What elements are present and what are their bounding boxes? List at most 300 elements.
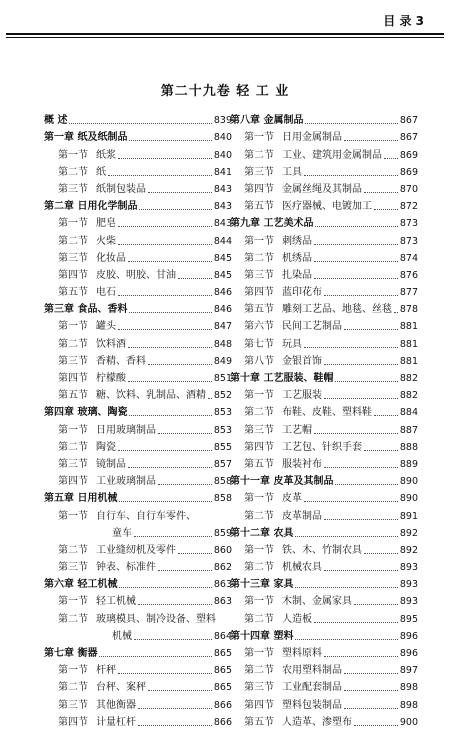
page-number: 863 [213, 596, 232, 608]
toc-entry-label [230, 406, 372, 419]
volume-title: 第二十九卷 轻 工 业 [160, 84, 290, 99]
toc-entry-label: 第七章 衡器 [44, 648, 98, 659]
page-number: 893 [399, 596, 418, 608]
toc-left-column [44, 110, 232, 729]
page-number: 843 [213, 201, 232, 213]
toc-section-entry [230, 179, 418, 196]
page-number: 867 [399, 132, 418, 144]
toc-entry-label [44, 424, 156, 437]
toc-entry-label: 第九章 工艺美术品 [230, 218, 314, 230]
page-number: 892 [399, 527, 418, 539]
dot-leader [118, 329, 212, 330]
toc-entry-label [230, 699, 342, 712]
toc-entry-label: 第八章 金属制品 [230, 115, 304, 127]
toc-entry-label [230, 561, 322, 574]
dot-leader [128, 467, 212, 468]
toc-section-entry [230, 402, 418, 419]
section-number: 第四节 [58, 716, 88, 728]
toc-entry-label: 概 述 [44, 115, 68, 127]
toc-entry-label: 第三章 食品、香料 [44, 304, 128, 316]
section-number: 第一节 [58, 321, 88, 333]
section-number: 第一节 [244, 493, 274, 505]
toc-section-entry [230, 316, 418, 333]
section-title: 日用金属制品 [282, 132, 342, 144]
page-number: 843 [213, 218, 232, 230]
section-number: 第三节 [58, 562, 88, 574]
toc-entry-label [44, 595, 136, 608]
dot-leader [344, 690, 398, 691]
section-title: 工艺包、针织手套 [282, 441, 362, 453]
toc-section-entry [44, 144, 232, 161]
toc-section-entry [44, 248, 232, 265]
section-number: 第四节 [244, 441, 274, 453]
toc-entry-label [44, 441, 116, 454]
toc-entry-label [230, 613, 312, 626]
section-number: 第五节 [58, 390, 88, 402]
toc-section-entry [44, 712, 232, 729]
toc-entry-label [230, 183, 362, 196]
section-number: 第四节 [58, 373, 88, 384]
section-number: 第五节 [244, 458, 274, 470]
toc-entry-label [44, 389, 206, 402]
toc-entry-label: 第十章 工艺服装、鞋帽 [230, 373, 334, 384]
dot-leader [148, 364, 212, 365]
page-number: 898 [399, 699, 418, 711]
section-title: 布鞋、皮鞋、塑料鞋 [282, 407, 372, 419]
section-number: 第一节 [244, 132, 274, 144]
dot-leader [295, 536, 397, 537]
toc-section-entry [44, 694, 232, 711]
toc-section-entry [44, 608, 232, 625]
section-title: 香精、香料 [96, 355, 146, 367]
toc-section-entry [230, 454, 418, 471]
toc-entry-label [44, 561, 156, 574]
toc-section-entry [230, 437, 418, 454]
toc-entry-label [44, 510, 196, 523]
dot-leader [384, 158, 398, 159]
page-number: 841 [213, 166, 232, 178]
toc-section-entry [230, 540, 418, 557]
section-number: 第三节 [58, 355, 88, 367]
page-number: 898 [399, 682, 418, 694]
toc-section-entry [44, 333, 232, 350]
toc-chapter-entry [44, 196, 232, 213]
toc-chapter-entry [44, 402, 232, 419]
toc-entry-label [44, 475, 156, 488]
section-title: 人造板 [282, 613, 312, 625]
section-number: 第五节 [244, 716, 274, 728]
dot-leader [354, 725, 398, 726]
toc-section-entry [230, 557, 418, 574]
section-number: 第三节 [244, 682, 274, 694]
page-number: 848 [213, 338, 232, 350]
dot-leader [295, 639, 397, 640]
section-title: 钟表、标准件 [96, 562, 156, 574]
section-title: 农用塑料制品 [282, 665, 342, 677]
dot-leader [364, 192, 398, 193]
page-number: 851 [213, 373, 232, 384]
toc-section-entry [44, 557, 232, 574]
dot-leader [158, 433, 212, 434]
toc-entry-label [230, 269, 312, 282]
toc-entry-label: 第五章 日用机械 [44, 493, 118, 505]
toc-entry-label: 第十二章 农具 [230, 527, 294, 539]
toc-section-entry [230, 162, 418, 179]
toc-section-entry [44, 179, 232, 196]
page-number: 870 [399, 183, 418, 195]
toc-entry-label [44, 252, 126, 265]
section-title: 轻工机械 [96, 596, 136, 608]
section-number: 第四节 [244, 183, 274, 195]
section-title: 皮革制品 [282, 510, 322, 522]
toc-entry-label [230, 647, 322, 660]
section-number: 第五节 [58, 287, 88, 299]
toc-section-entry [44, 523, 232, 540]
section-title: 机械农具 [282, 562, 322, 574]
dot-leader [394, 312, 398, 313]
toc-entry-label: 第十四章 塑料 [230, 630, 294, 642]
page-number: 893 [399, 579, 418, 591]
section-title: 金属丝绳及其制品 [282, 183, 362, 195]
dot-leader [324, 570, 398, 571]
dot-leader [208, 398, 212, 399]
dot-leader [138, 708, 212, 709]
dot-leader [118, 295, 212, 296]
dot-leader [344, 708, 398, 709]
dot-leader [128, 261, 212, 262]
dot-leader [324, 295, 398, 296]
toc-section-entry [230, 694, 418, 711]
page-number: 849 [213, 355, 232, 367]
dot-leader [364, 553, 398, 554]
dot-leader [128, 347, 212, 348]
toc-chapter-entry [44, 110, 232, 127]
page-number: 864 [213, 630, 232, 642]
toc-section-entry [230, 333, 418, 350]
toc-entry-label [44, 320, 116, 333]
toc-entry-label [44, 681, 146, 694]
section-title: 火柴 [96, 235, 116, 247]
toc-entry-label [44, 166, 106, 179]
toc-entry-label [44, 338, 126, 351]
toc-entry-label [230, 664, 342, 677]
page-number: 892 [399, 544, 418, 556]
toc-section-entry [44, 368, 232, 385]
section-number: 第一节 [244, 648, 274, 659]
toc-section-entry [230, 677, 418, 694]
toc-chapter-entry [230, 368, 418, 385]
section-number: 第二节 [244, 149, 274, 161]
section-title: 工业玻璃制品 [96, 476, 156, 488]
page-number: 840 [213, 149, 232, 161]
dot-leader [158, 570, 212, 571]
section-title: 工具 [282, 166, 302, 178]
page-number: 840 [213, 132, 232, 144]
toc-section-entry [230, 230, 418, 247]
page-number: 844 [213, 235, 232, 247]
dot-leader [304, 175, 398, 176]
page-number: 858 [213, 476, 232, 488]
section-number: 第一节 [244, 390, 274, 402]
page-number: 866 [213, 699, 232, 711]
toc-entry-label: 机械 [112, 630, 132, 642]
dot-leader [344, 329, 398, 330]
toc-section-entry [230, 144, 418, 161]
dot-leader [134, 536, 212, 537]
dot-leader [119, 587, 211, 588]
section-title: 玩具 [282, 338, 302, 350]
toc-entry-label: 第一章 纸及纸制品 [44, 132, 128, 144]
dot-leader [374, 209, 398, 210]
toc-chapter-entry [44, 574, 232, 591]
page-number: 869 [399, 149, 418, 161]
section-number: 第二节 [244, 252, 274, 264]
section-number: 第一节 [58, 149, 88, 161]
section-number: 第二节 [244, 562, 274, 574]
section-title: 服装衬布 [282, 458, 322, 470]
dot-leader [354, 604, 398, 605]
section-title: 罐头 [96, 321, 116, 333]
toc-chapter-entry [44, 299, 232, 316]
toc-chapter-entry [44, 127, 232, 144]
dot-leader [315, 226, 397, 227]
dot-leader [314, 244, 398, 245]
section-title: 刺绣品 [282, 235, 312, 247]
section-number: 第二节 [58, 166, 88, 178]
toc-entry-label [230, 166, 302, 179]
dot-leader [148, 690, 212, 691]
section-number: 第四节 [58, 269, 88, 281]
page-number: 873 [399, 218, 418, 230]
toc-section-entry [230, 351, 418, 368]
toc-section-entry [44, 454, 232, 471]
page-number: 878 [399, 304, 418, 316]
toc-entry-label [230, 338, 302, 351]
page-number: 881 [399, 321, 418, 333]
page-number: 855 [213, 441, 232, 453]
page-number: 895 [399, 613, 418, 625]
page-number: 884 [399, 407, 418, 419]
dot-leader [108, 175, 212, 176]
toc-entry-label [230, 303, 392, 316]
dot-leader [128, 381, 212, 382]
page-number: 852 [213, 390, 232, 402]
toc-chapter-entry [230, 523, 418, 540]
dot-leader [129, 140, 211, 141]
dot-leader [178, 553, 212, 554]
section-number: 第一节 [244, 544, 274, 556]
section-title: 工艺服装 [282, 390, 322, 402]
toc-entry-label [44, 716, 136, 729]
section-title: 日用玻璃制品 [96, 424, 156, 436]
toc-entry-label [44, 372, 126, 385]
toc-chapter-entry [44, 488, 232, 505]
toc-section-entry [44, 540, 232, 557]
section-number: 第一节 [244, 235, 274, 247]
section-title: 自行车、自行车零件、 [96, 510, 196, 522]
section-number: 第二节 [58, 338, 88, 350]
toc-section-entry [44, 626, 232, 643]
page-number: 882 [399, 390, 418, 402]
page-number: 900 [399, 716, 418, 728]
page-number: 867 [399, 115, 418, 127]
toc-entry-label [44, 235, 116, 248]
section-title: 电石 [96, 287, 116, 299]
toc-entry-label [230, 492, 302, 505]
page-number: 877 [399, 287, 418, 299]
dot-leader [335, 484, 397, 485]
toc-section-entry [230, 505, 418, 522]
dot-leader [118, 450, 212, 451]
dot-leader [129, 415, 211, 416]
toc-section-entry [230, 196, 418, 213]
toc-section-entry [44, 230, 232, 247]
toc-chapter-entry [44, 643, 232, 660]
section-title: 计量杠杆 [96, 716, 136, 728]
toc-entry-label [230, 252, 312, 265]
section-title: 镜制品 [96, 458, 126, 470]
dot-leader [295, 587, 397, 588]
section-title: 玻璃模具、制冷设备、塑料 [96, 613, 216, 625]
toc-entry-label [230, 595, 352, 608]
dot-leader [158, 484, 212, 485]
toc-section-entry [44, 162, 232, 179]
toc-section-entry [44, 385, 232, 402]
dot-leader [138, 604, 212, 605]
section-title: 工业配套制品 [282, 682, 342, 694]
page-header [0, 0, 450, 40]
toc-entry-label [230, 355, 322, 368]
dot-leader [304, 347, 398, 348]
toc-entry-label [230, 200, 372, 213]
toc-chapter-entry [230, 574, 418, 591]
dot-leader [335, 381, 397, 382]
toc-section-entry [230, 591, 418, 608]
section-number: 第六节 [244, 321, 274, 333]
page-number: 890 [399, 493, 418, 505]
page-number: 881 [399, 338, 418, 350]
section-number: 第三节 [244, 166, 274, 178]
section-number: 第四节 [244, 699, 274, 711]
toc-section-entry [230, 712, 418, 729]
section-title: 糖、饮料、乳制品、酒精 [96, 390, 206, 402]
toc-entry-label [44, 183, 146, 196]
page-number: 859 [213, 527, 232, 539]
page-number: 853 [213, 407, 232, 419]
section-number: 第一节 [58, 665, 88, 677]
section-title: 化妆品 [96, 252, 126, 264]
toc-section-entry [230, 127, 418, 144]
section-title: 木制、金属家具 [282, 596, 352, 608]
dot-leader [324, 364, 398, 365]
dot-leader [119, 501, 211, 502]
section-title: 杆秤 [96, 665, 116, 677]
page-number: 887 [399, 424, 418, 436]
toc-section-entry [230, 488, 418, 505]
page-number: 846 [213, 287, 232, 299]
dot-leader [314, 261, 398, 262]
section-title: 塑料包装制品 [282, 699, 342, 711]
section-title: 民间工艺制品 [282, 321, 342, 333]
section-number: 第三节 [244, 424, 274, 436]
toc-section-entry [44, 660, 232, 677]
toc-section-entry [230, 265, 418, 282]
section-number: 第二节 [244, 613, 274, 625]
toc-entry-label [44, 544, 176, 557]
page-number: 846 [213, 304, 232, 316]
page-number: 858 [213, 493, 232, 505]
toc-entry-label [44, 269, 176, 282]
section-number: 第八节 [244, 355, 274, 367]
toc-entry-label [44, 355, 146, 368]
section-title: 工业、建筑用金属制品 [282, 149, 382, 161]
toc-entry-label [230, 441, 362, 454]
toc-section-entry [230, 282, 418, 299]
toc-entry-label [230, 389, 322, 402]
page-number: 896 [399, 630, 418, 642]
section-title: 纸浆 [96, 149, 116, 161]
page-label: 目 录 3 [383, 14, 424, 28]
toc-section-entry [230, 643, 418, 660]
toc-entry-label [44, 286, 116, 299]
toc-entry-label [230, 458, 322, 471]
section-title: 人造革、渗塑布 [282, 716, 352, 728]
toc-entry-label [230, 681, 342, 694]
toc-section-entry [230, 660, 418, 677]
page-number: 896 [399, 648, 418, 659]
section-number: 第二节 [244, 407, 274, 419]
section-number: 第一节 [58, 424, 88, 436]
section-title: 皮革 [282, 493, 302, 505]
dot-leader [304, 501, 398, 502]
page-number: 891 [399, 510, 418, 522]
toc-section-entry [44, 505, 232, 522]
section-title: 陶瓷 [96, 441, 116, 453]
dot-leader [148, 192, 212, 193]
section-number: 第三节 [58, 699, 88, 711]
dot-leader [314, 433, 398, 434]
toc-entry-label [44, 664, 116, 677]
page-number: 869 [399, 166, 418, 178]
section-number: 第二节 [58, 613, 88, 625]
dot-leader [134, 639, 212, 640]
toc-section-entry [230, 385, 418, 402]
section-number: 第一节 [58, 510, 88, 522]
dot-leader [364, 450, 398, 451]
toc-entry-label [230, 320, 342, 333]
toc-entry-label [230, 149, 382, 162]
page-number: 857 [213, 458, 232, 470]
dot-leader [69, 123, 211, 124]
section-number: 第四节 [244, 287, 274, 299]
page-number: 874 [399, 252, 418, 264]
section-number: 第一节 [58, 596, 88, 608]
dot-leader [344, 673, 398, 674]
dot-leader [344, 140, 398, 141]
header-rule-thin [6, 37, 444, 38]
toc-entry-label [230, 544, 362, 557]
section-title: 医疗器械、电镀加工 [282, 201, 372, 213]
dot-leader [374, 415, 398, 416]
page-number: 865 [213, 682, 232, 694]
section-number: 第五节 [244, 201, 274, 213]
dot-leader [129, 312, 211, 313]
page-number: 882 [399, 373, 418, 384]
toc-section-entry [44, 471, 232, 488]
section-title: 肥皂 [96, 218, 116, 230]
section-number: 第四节 [58, 476, 88, 488]
toc-chapter-entry [230, 110, 418, 127]
